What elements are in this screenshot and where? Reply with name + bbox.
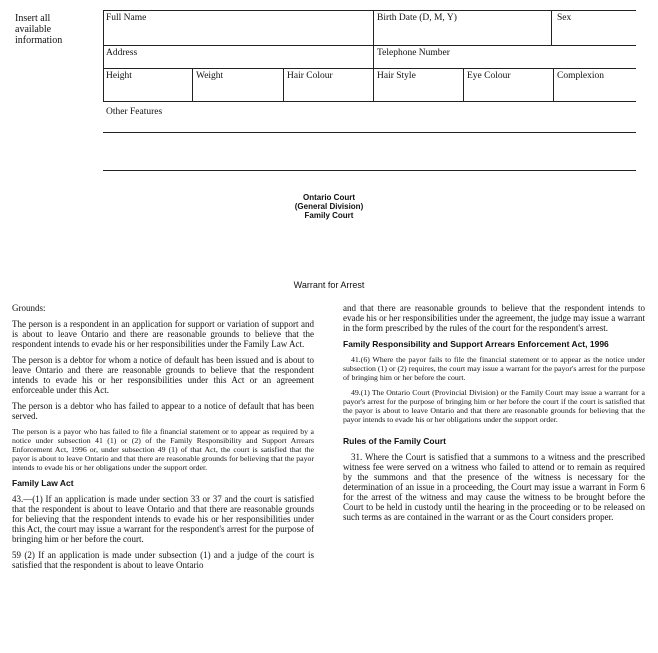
document-title: Warrant for Arrest: [293, 280, 365, 290]
sex-label: Sex: [557, 13, 572, 23]
side-note: Insert all available information: [15, 13, 63, 46]
ground-4: The person is a payor who has failed to file a financial statement or to appear as required by a notice under subsection 41 (1) or (2) of the Family Responsibility and Support Arrears Enforcement Act, 1996 or, under subsection 49 (1) of that Act, the court is satisfied that the payor is about to leave Ontario and that there are reasonable grounds for believing that the payor intends to evade his or her obligations under the support order.: [12, 427, 314, 472]
ground-3: The person is a debtor who has failed to appear to a notice of default that has been served.: [12, 401, 314, 421]
full-name-label: Full Name: [106, 13, 147, 23]
ground-1: The person is a respondent in an application for support or variation of support and is about to leave Ontario and there are reasonable grounds to believe that the respondent intends to evade his or her responsibilities under the Family Law Act.: [12, 319, 314, 349]
ground-2: The person is a debtor for whom a notice of default has been issued and is about to leave Ontario and there are reasonable grounds to believe that the respondent intends to evade his or her responsibilities under this Act or an agreement enforceable under this Act.: [12, 355, 314, 395]
section-41-text: 41.(6) Where the payor fails to file the financial statement or to appear as the notice under subsection (1) or (2) requires, the court may issue a warrant for the payor's arrest for the purpose of bringing him or her before the court.: [343, 355, 645, 382]
other-features-label: Other Features: [106, 107, 163, 117]
family-law-act-heading: Family Law Act: [12, 478, 74, 488]
court-line-3: Family Court: [304, 211, 354, 220]
address-label: Address: [106, 48, 138, 58]
section-59-text: 59 (2) If an application is made under subsection (1) and a judge of the court is satisfied that the respondent is about to leave Ontario: [12, 550, 314, 570]
left-column: [12, 303, 314, 576]
hair-colour-label: Hair Colour: [287, 71, 333, 81]
rule-31-text: 31. Where the Court is satisfied that a summons to a witness and the prescribed witness fee were served on a witness who failed to attend or to remain as required by the summons and that the presence of the witness is necessary for the determination of an issue in a proceeding, the Court may issue a warrant in Form 6 for the arrest of the witness and may cause the witness to be brought before the Court to be held in custody until the hearing in the proceeding or to be released on such terms as are contained in the warrant or as the Court considers proper.: [343, 452, 645, 522]
height-label: Height: [106, 71, 132, 81]
court-line-2: (General Division): [294, 202, 364, 211]
identification-form: [103, 10, 636, 180]
court-line-1: Ontario Court: [303, 193, 355, 202]
continuation-text: and that there are reasonable grounds to believe that the respondent intends to evade his or her responsibilities under the agreement, the judge may issue a warrant in the form prescribed by the rules of the court for the respondent's arrest.: [343, 303, 645, 333]
birth-date-label: Birth Date (D, M, Y): [377, 13, 457, 23]
weight-label: Weight: [196, 71, 224, 81]
court-heading: [0, 193, 658, 220]
rules-heading: Rules of the Family Court: [343, 436, 446, 446]
right-column: [343, 303, 645, 528]
section-49-text: 49.(1) The Ontario Court (Provincial Division) or the Family Court may issue a warrant for a payor's arrest for the purpose of bringing him or her before the court if the court is satisfied that the payor is about to leave Ontario and that there are reasonable grounds for believing that the payor intends to evade his or her obligations under the support order.: [343, 388, 645, 424]
fsaea-heading: Family Responsibility and Support Arrears Enforcement Act, 1996: [343, 339, 609, 349]
section-43-text: 43.—(1) If an application is made under section 33 or 37 and the court is satisfied that the respondent is about to leave Ontario and that there are reasonable grounds for believing that the respondent intends to evade his or her responsibilities under this Act, the court may issue a warrant for the respondent's arrest for the purpose of bringing him or her before the court.: [12, 494, 314, 544]
telephone-label: Telephone Number: [377, 48, 450, 58]
eye-colour-label: Eye Colour: [467, 71, 511, 81]
hair-style-label: Hair Style: [377, 71, 416, 81]
complexion-label: Complexion: [557, 71, 604, 81]
grounds-heading: Grounds:: [12, 303, 46, 313]
